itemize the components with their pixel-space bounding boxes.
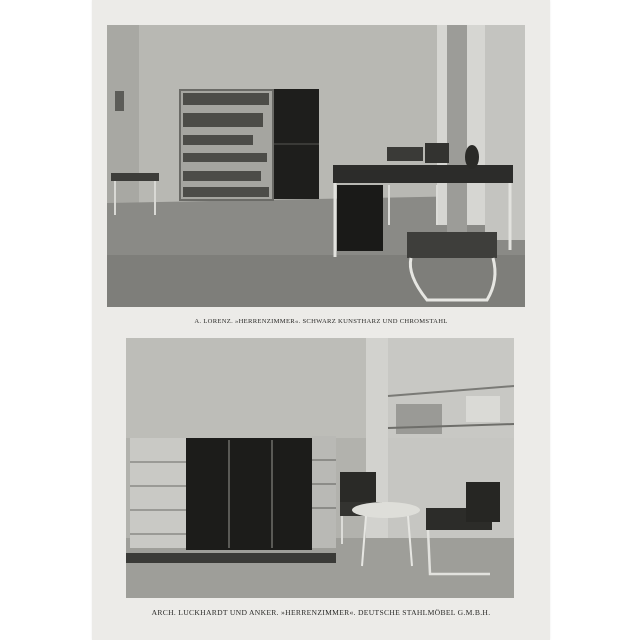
plate-caption-lorenz: A. LORENZ. »HERRENZIMMER«. SCHWARZ KUNSTHARZ UND CHROMSTAHL [194,318,448,325]
photo-luckhardt-anker-study [126,338,514,598]
photo-lorenz-study [107,25,525,307]
plate-caption-luckhardt-anker: ARCH. LUCKHARDT UND ANKER. »HERRENZIMMER«. DEUTSCHE STAHLMÖBEL G.M.B.H. [151,608,491,617]
